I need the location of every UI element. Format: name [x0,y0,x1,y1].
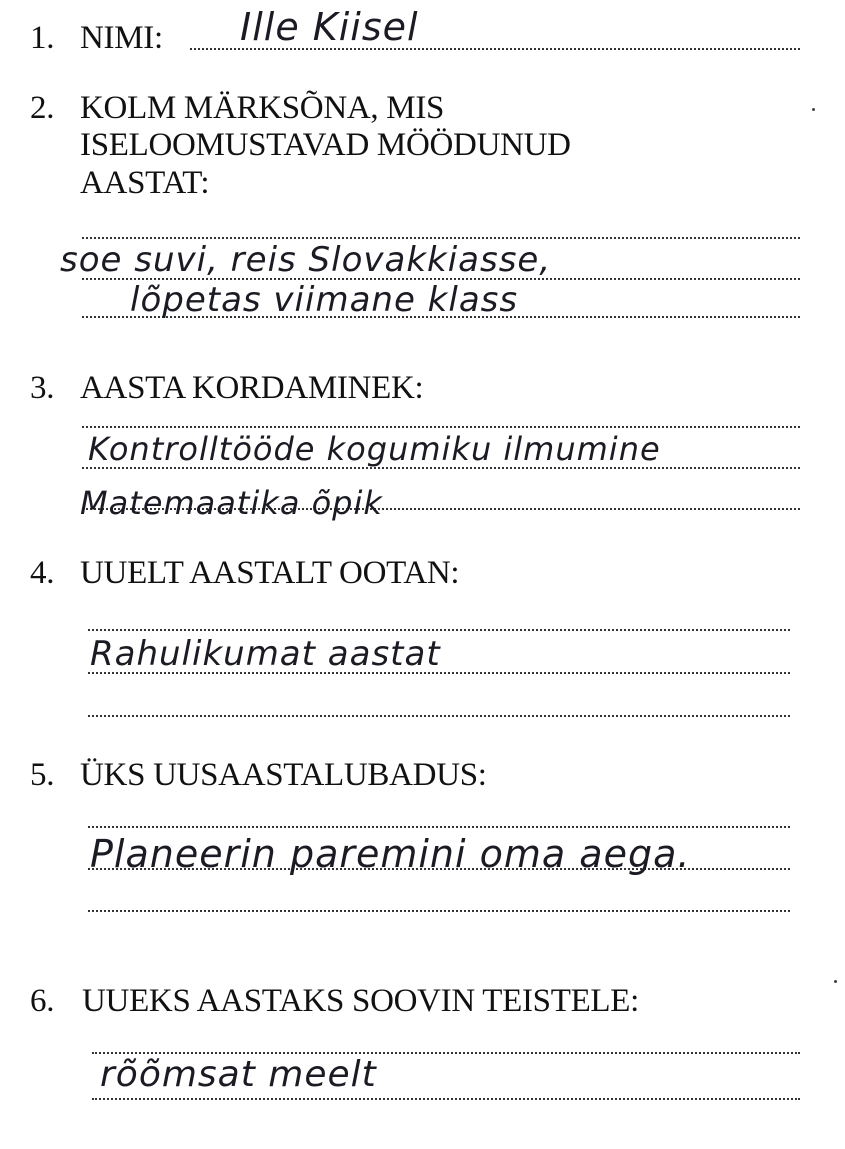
answer-line [88,715,790,717]
question-label: ÜKS UUSAASTALUBADUS: [80,757,487,793]
handwritten-answer: Rahulikumat aastat [90,634,441,674]
handwritten-answer: rõõmsat meelt [100,1054,377,1095]
question-number: 4. [30,555,55,591]
question-number: 3. [30,370,55,406]
answer-line [92,1098,800,1100]
question-2 [30,90,700,202]
answer-line [88,629,790,631]
answer-line [82,237,800,239]
handwritten-answer: soe suvi, reis Slovakkiasse, [60,240,552,280]
question-number: 6. [30,983,55,1019]
handwritten-answer: Matemaatika õpik [80,484,383,522]
scan-speck [834,980,837,983]
question-label: UUELT AASTALT OOTAN: [80,555,460,591]
answer-line [82,426,800,428]
question-number: 5. [30,757,55,793]
question-label: UUEKS AASTAKS SOOVIN TEISTELE: [82,983,640,1019]
answer-line [88,910,790,912]
scan-speck [812,108,815,111]
question-1 [30,20,163,57]
question-5 [30,757,487,794]
handwritten-answer: Planeerin paremini oma aega. [90,832,691,876]
answer-line [88,826,790,828]
question-label: KOLM MÄRKSÕNA, MIS ISELOOMUSTAVAD MÖÖDUNUD AASTAT: [80,90,571,201]
question-number: 1. [30,20,55,56]
question-3 [30,370,423,407]
question-4 [30,555,459,592]
question-number: 2. [30,90,55,126]
question-label: AASTA KORDAMINEK: [80,370,424,406]
question-6 [30,983,639,1020]
question-label: NIMI: [80,20,163,56]
handwritten-answer: Kontrolltööde kogumiku ilmumine [88,430,661,468]
handwritten-answer: Ille Kiisel [240,5,419,49]
handwritten-answer: lõpetas viimane klass [130,280,519,320]
